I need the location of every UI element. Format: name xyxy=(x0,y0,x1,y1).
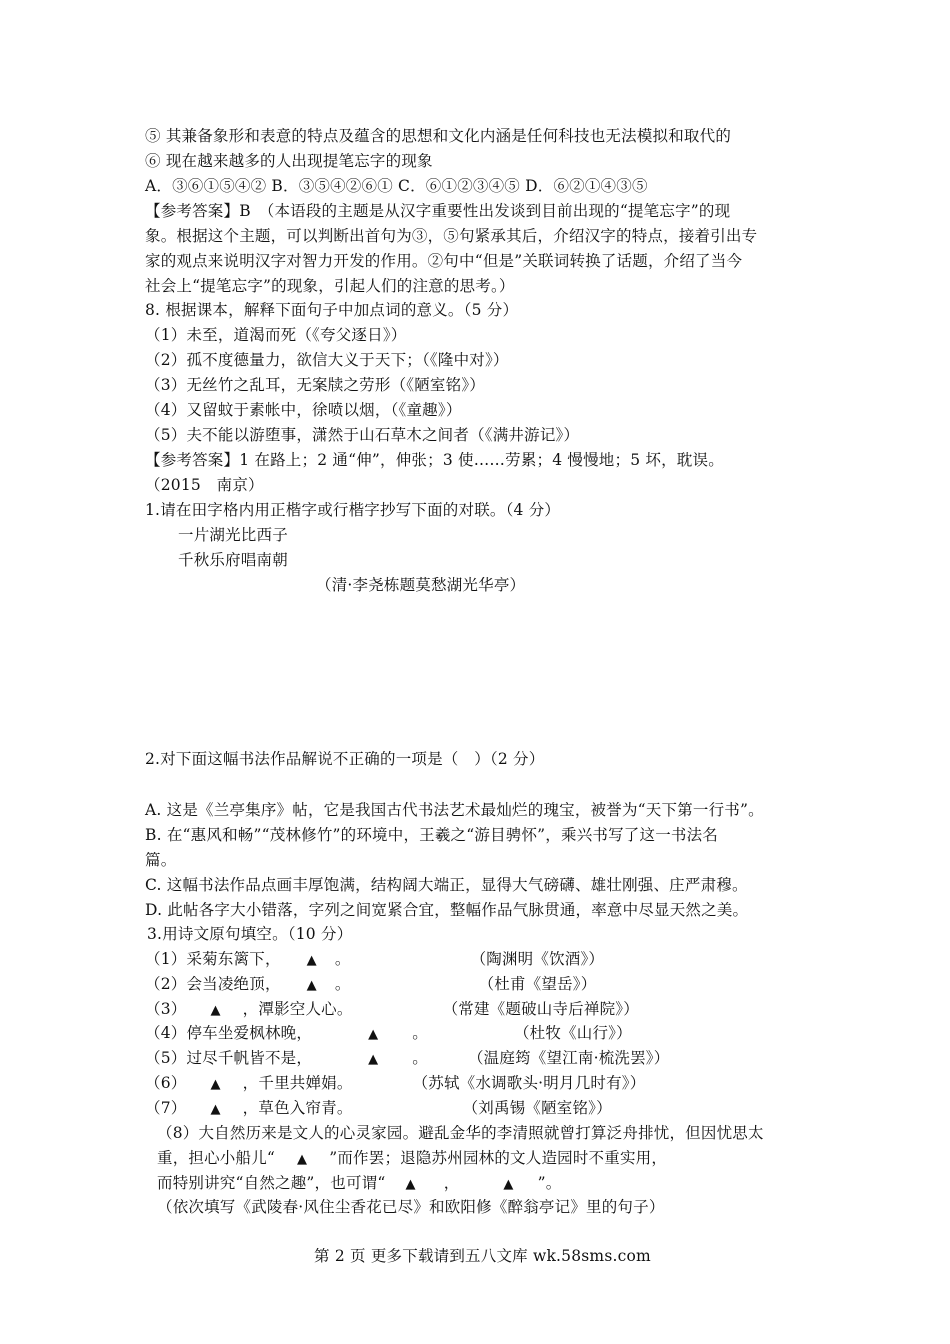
blank-marker: ▲ xyxy=(210,1003,221,1018)
option-6-text: ⑥ 现在越来越多的人出现提笔忘字的现象 xyxy=(145,152,433,170)
fill-item-8-note: （依次填写《武陵春·风住尘香花已尽》和欧阳修《醉翁亭记》里的句子） xyxy=(157,1198,665,1216)
question-8-item: （5）夫不能以游堕事，潇然于山石草木之间者（《满井游记》） xyxy=(145,426,580,444)
fill-item-4: （4）停车坐爱枫林晚， ▲ 。 （杜牧《山行》） xyxy=(145,1024,632,1042)
question-8-item: （4）又留蚊于素帐中，徐喷以烟，（《童趣》） xyxy=(145,401,462,419)
couplet-attribution: （清·李尧栋题莫愁湖光华亭） xyxy=(316,576,526,594)
couplet-line-2: 千秋乐府唱南朝 xyxy=(178,551,288,569)
reference-answer-line: 象。根据这个主题，可以判断出首句为③，⑤句紧承其后，介绍汉字的特点，接着引出专 xyxy=(145,227,758,245)
fill-item-8: （8）大自然历来是文人的心灵家园。避乱金华的李清照就曾打算泛舟排忧，但因忧思太 xyxy=(157,1124,764,1142)
fill-item-1: （1）采菊东篱下， ▲ 。 （陶渊明《饮酒》） xyxy=(145,950,605,968)
option-c: C. 这幅书法作品点画丰厚饱满，结构阔大端正，显得大气磅礴、雄壮刚强、庄严肃穆。 xyxy=(145,876,748,894)
fill-item-2: （2）会当凌绝顶， ▲ 。 （杜甫《望岳》） xyxy=(145,975,597,993)
option-b: B. 在“惠风和畅”“茂林修竹”的环境中，王羲之“游目骋怀”，乘兴书写了这一书法名 xyxy=(145,826,718,844)
option-a: A. 这是《兰亭集序》帖，它是我国古代书法艺术最灿烂的瑰宝，被誉为“天下第一行书”。 xyxy=(145,801,764,819)
fill-item-3: （3） ▲ ，潭影空人心。 （常建《题破山寺后禅院》） xyxy=(145,1000,639,1018)
question-8-item: （2）孤不度德量力，欲信大义于天下；（《隆中对》） xyxy=(145,351,509,369)
reference-answer-line: 家的观点来说明汉字对智力开发的作用。②句中“但是”关联词转换了话题，介绍了当今 xyxy=(145,252,743,270)
blank-marker: ▲ xyxy=(405,1177,416,1192)
option-5-text: ⑤ 其兼备象形和表意的特点及蕴含的思想和文化内涵是任何科技也无法模拟和取代的 xyxy=(145,127,732,145)
fill-item-8-line-2: 重，担心小船儿“ ▲ ”而作罢；退隐苏州园林的文人造园时不重实用， xyxy=(157,1149,668,1167)
blank-marker: ▲ xyxy=(368,1052,379,1067)
question-8-title: 8. 根据课本，解释下面句子中加点词的意义。（5 分） xyxy=(145,301,519,319)
fill-item-7: （7） ▲ ，草色入帘青。 （刘禹锡《陋室铭》） xyxy=(145,1099,612,1117)
blank-marker: ▲ xyxy=(503,1177,514,1192)
fill-item-5: （5）过尽千帆皆不是， ▲ 。 （温庭筠《望江南·梳洗罢》） xyxy=(145,1049,670,1067)
answer-choices: A．③⑥①⑤④② B．③⑤④②⑥① C．⑥①②③④⑤ D．⑥②①④③⑤ xyxy=(145,177,648,195)
question-1-title: 1.请在田字格内用正楷字或行楷字抄写下面的对联。（4 分） xyxy=(145,501,561,519)
page-footer: 第 2 页 更多下载请到五八文库 wk.58sms.com xyxy=(314,1247,651,1265)
exam-source: （2015 南京） xyxy=(145,476,264,494)
question-2-title: 2.对下面这幅书法作品解说不正确的一项是（ ）（2 分） xyxy=(145,750,545,768)
fill-item-6: （6） ▲ ，千里共婵娟。 （苏轼《水调歌头·明月几时有》） xyxy=(145,1074,646,1092)
question-8-item: （3）无丝竹之乱耳，无案牍之劳形（《陋室铭》） xyxy=(145,376,485,394)
reference-answer-line: 社会上“提笔忘字”的现象，引起人们的注意的思考。） xyxy=(145,277,515,295)
option-d: D. 此帖各字大小错落，字列之间宽紧合宜，整幅作品气脉贯通，率意中尽显天然之美。 xyxy=(145,901,749,919)
reference-answer-line: 【参考答案】B （本语段的主题是从汉字重要性出发谈到目前出现的“提笔忘字”的现 xyxy=(145,202,731,220)
option-b-continued: 篇。 xyxy=(145,851,177,869)
blank-marker: ▲ xyxy=(306,953,317,968)
question-3-title: 3.用诗文原句填空。（10 分） xyxy=(147,925,353,943)
question-8-answer: 【参考答案】1 在路上；2 通“伸”，伸张；3 使……劳累；4 慢慢地；5 坏，耽误。 xyxy=(145,451,724,469)
blank-marker: ▲ xyxy=(297,1152,308,1167)
blank-marker: ▲ xyxy=(306,978,317,993)
couplet-line-1: 一片湖光比西子 xyxy=(178,526,288,544)
blank-marker: ▲ xyxy=(210,1102,221,1117)
blank-marker: ▲ xyxy=(368,1027,379,1042)
blank-marker: ▲ xyxy=(210,1077,221,1092)
question-8-item: （1）未至，道渴而死（《夸父逐日》） xyxy=(145,326,407,344)
fill-item-8-line-3: 而特别讲究“自然之趣”，也可谓“ ▲ ， ▲ ”。 xyxy=(157,1174,562,1192)
